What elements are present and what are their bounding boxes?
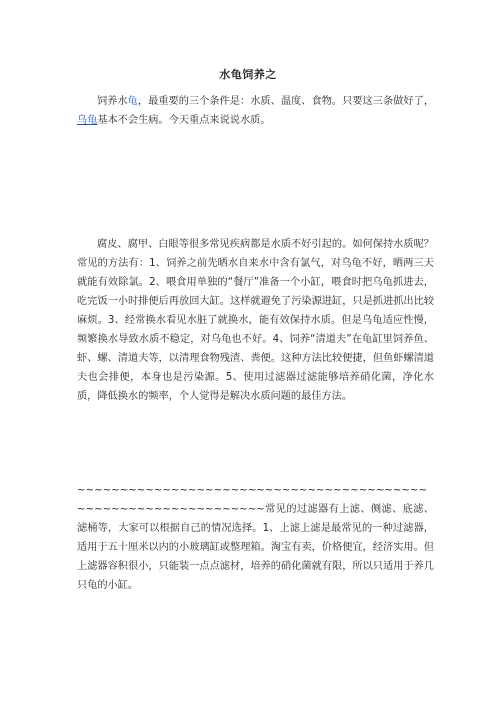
document-title: 水龟饲养之 (219, 68, 277, 81)
intro-text-middle: ，最重要的三个条件是：水质、温度、食物。只要这三条做好了， (137, 96, 435, 107)
intro-paragraph (77, 92, 434, 130)
intro-text-start: 饲养水 (97, 96, 128, 107)
filter-text: 常见的过滤器有上滤、侧滤、底滤、滤桶等，大家可以根据自己的情况选择。1、上滤上滤是最常见的一种过滤器，适用于五十厘米以内的小玻璃缸或整理箱。淘宝有卖，价格便宜，经济实用。但上滤器容积很小，只能装一点点滤材，培养的硝化菌就有限，所以只适用于养几只龟的小缸。 (77, 504, 434, 591)
image-placeholder-blank (77, 140, 434, 230)
link-wugui[interactable]: 乌龟 (77, 115, 98, 126)
filter-paragraph (77, 481, 434, 595)
link-gui[interactable]: 龟 (127, 96, 138, 107)
separator-line: ~~~~~~~~~~~~~~~~~~~~~~~~~~~~~~~~~~~~~~~~~~~~~~~~~~~~~~~~~~~~~~~ (77, 485, 427, 515)
intro-text-end: 基本不会生病。今天重点来说说水质。 (97, 115, 271, 126)
water-quality-paragraph: 腐皮、腐甲、白眼等很多常见疾病都是水质不好引起的。如何保持水质呢？常见的方法有：1、饲养之前先晒水自来水中含有氯气，对乌龟不好，晒两三天就能有效除氯。2、喂食用单独的“餐厅”准备一个小缸，喂食时把乌龟抓进去，吃完饭一小时排便后再放回大缸。这样就避免了污染源进缸，只是抓进抓出比较麻烦。3、经常换水看见水脏了就换水，能有效保持水质。但是乌龟适应性慢，频繁换水导致水质不稳定，对乌龟也不好。4、饲养“清道夫”在龟缸里饲养鱼、虾、螺、清道夫等，以清理食物残渣、粪便。这种方法比较便捷，但鱼虾螺清道夫也会排便，本身也是污染源。5、使用过滤器过滤能够培养硝化菌，净化水质，降低换水的频率，个人觉得是解决水质问题的最佳方法。 (77, 239, 434, 402)
